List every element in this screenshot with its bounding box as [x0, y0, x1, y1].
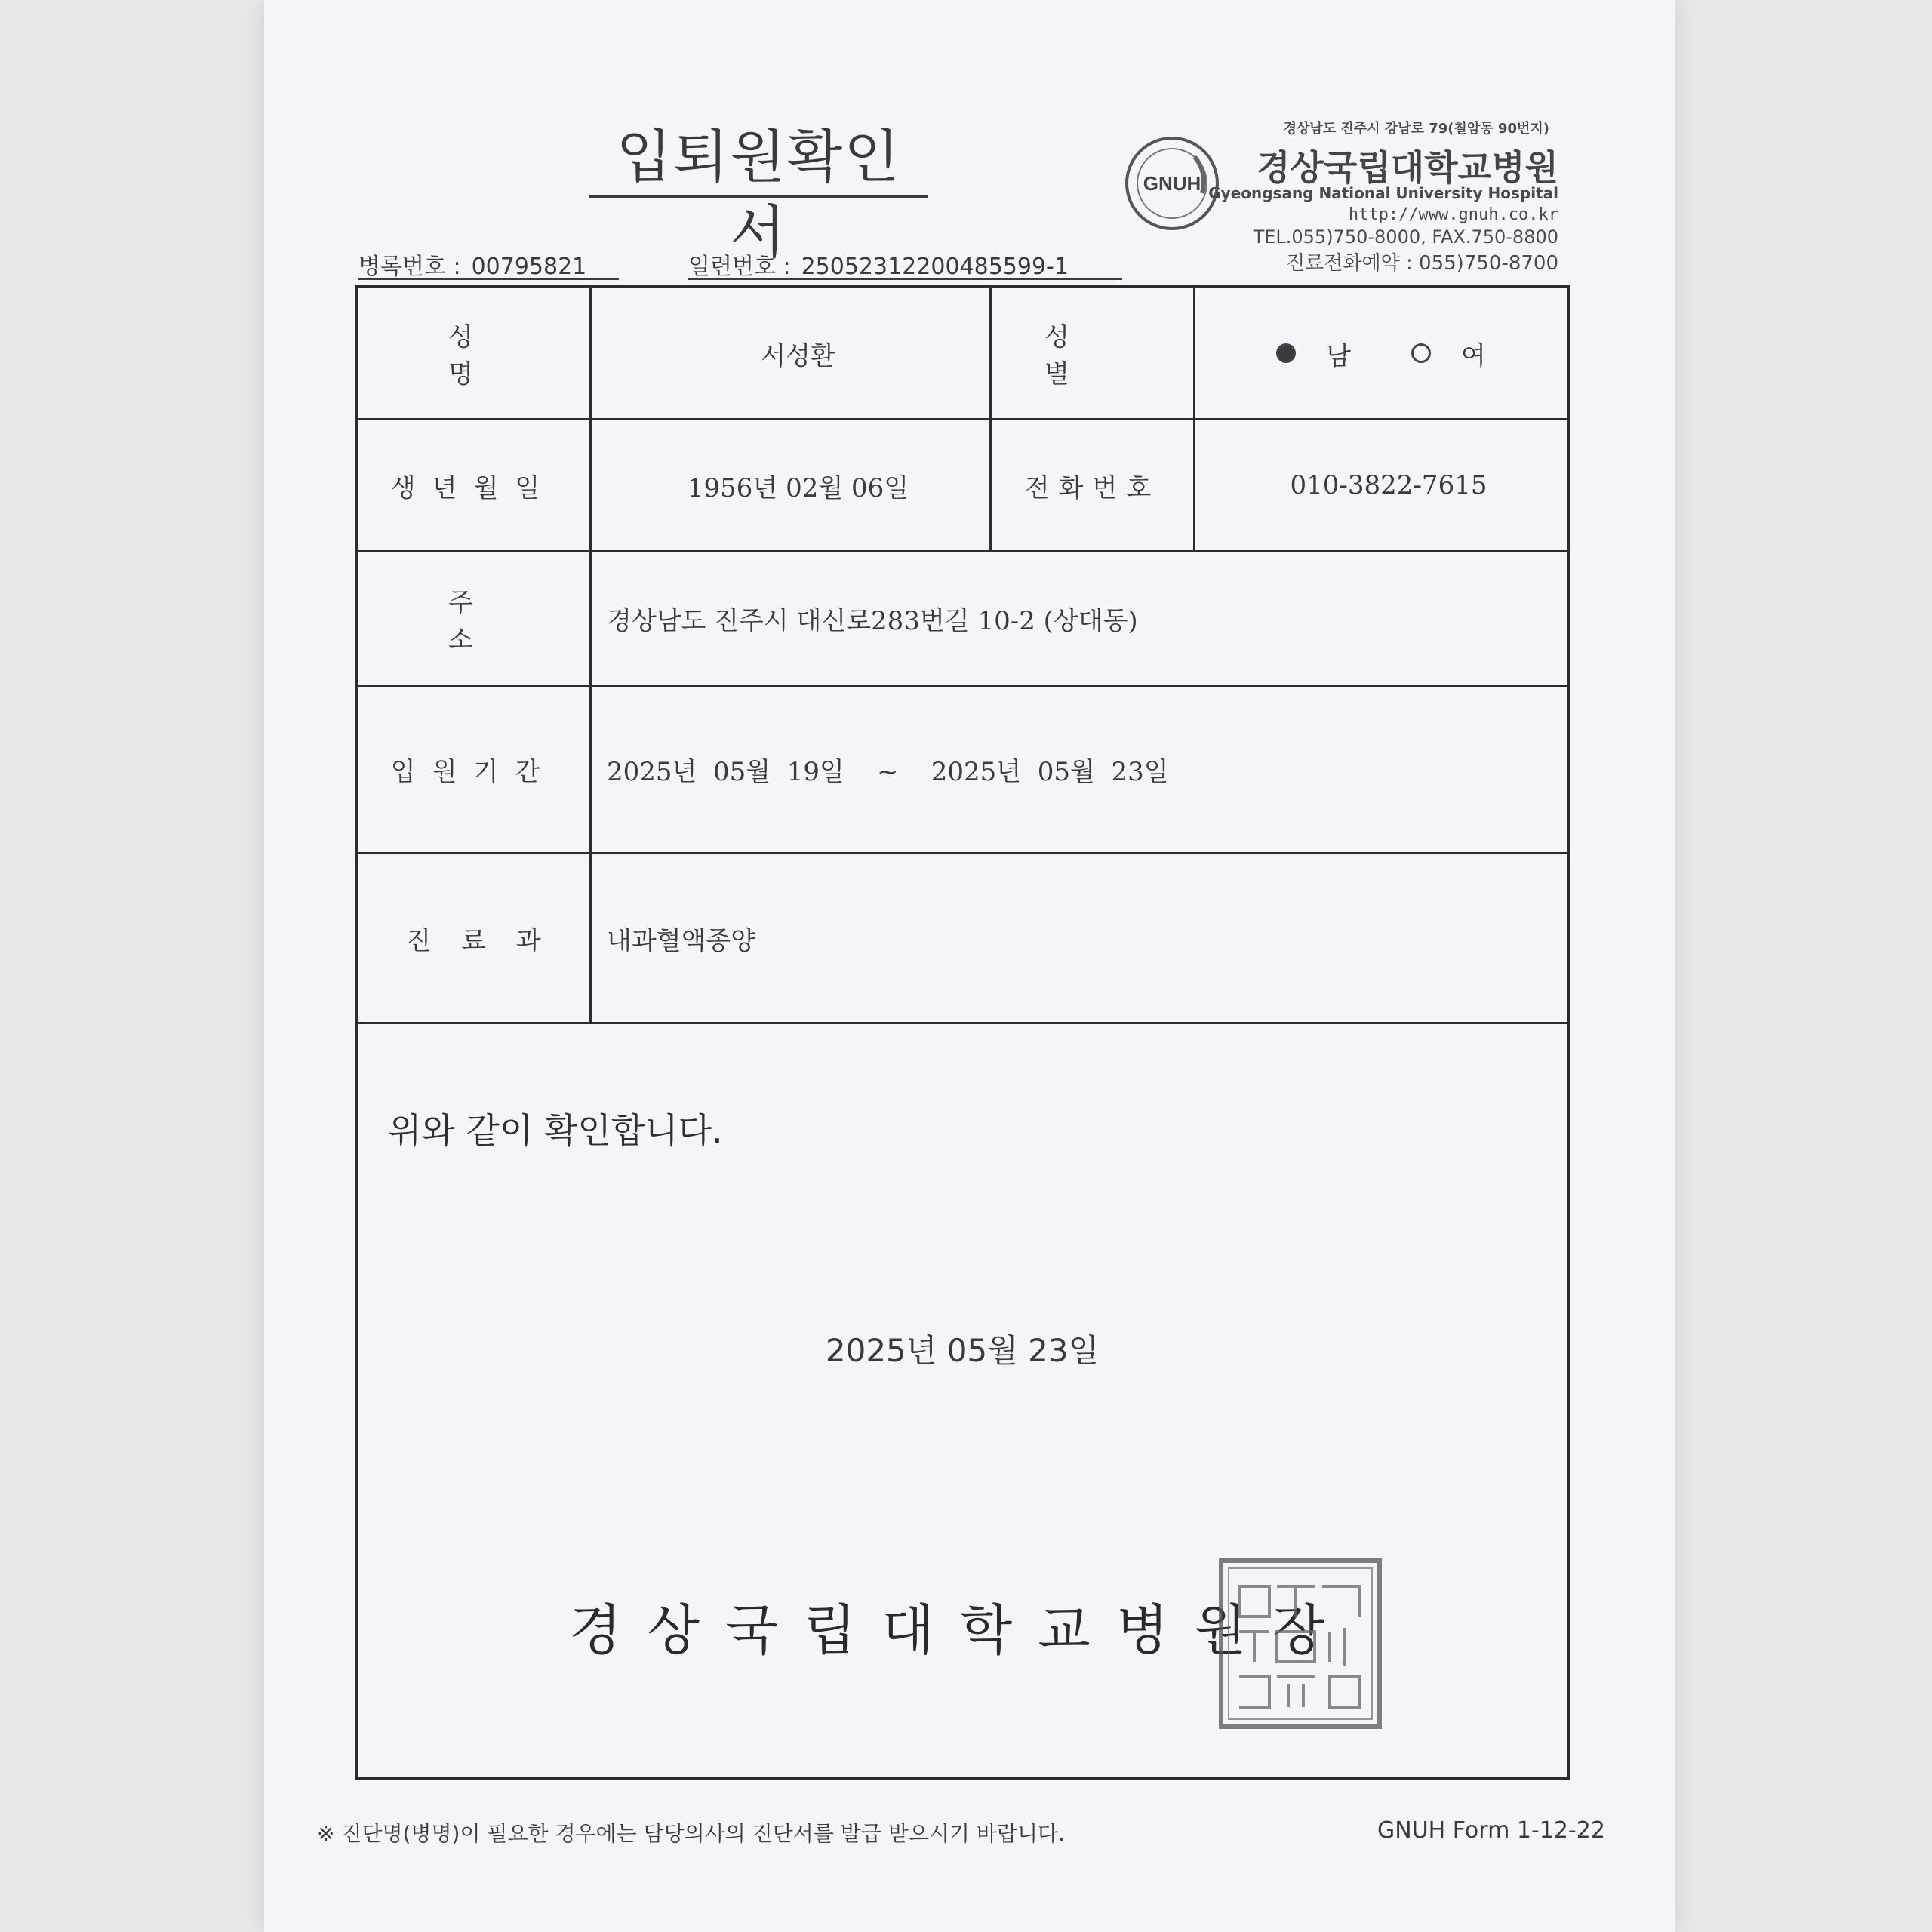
issue-date: 2025년 05월 23일 — [825, 1332, 1100, 1369]
confirmation-statement: 위와 같이 확인합니다. — [388, 1110, 723, 1151]
registration-label: 병록번호 : — [358, 254, 461, 280]
logo-text: GNUH — [1143, 172, 1201, 195]
registration-value: 00795821 — [471, 254, 587, 280]
address-value: 경상남도 진주시 대신로283번길 10-2 (상대동) — [607, 606, 1138, 636]
hospital-reservation: 진료전화예약 : 055)750-8700 — [1286, 252, 1558, 275]
official-seal-stamp — [1217, 1556, 1384, 1731]
document-title: 입퇴원확인서 — [589, 119, 928, 198]
footer-note: ※ 진단명(병명)이 필요한 경우에는 담당의사의 진단서를 발급 받으시기 바랍니다. — [317, 1821, 1065, 1846]
row-name-gender — [358, 288, 1567, 420]
hospital-header — [1121, 113, 1558, 287]
period-value: 2025년 05월 19일 ~ 2025년 05월 23일 — [607, 757, 1169, 787]
hospital-tel-fax: TEL.055)750-8000, FAX.750-8800 — [1253, 226, 1558, 248]
birth-value: 1956년 02월 06일 — [592, 420, 992, 550]
gender-male-option — [1276, 335, 1351, 372]
phone-label: 전화번호 — [992, 420, 1195, 550]
radio-filled-icon — [1276, 343, 1296, 363]
hospital-name-english: Gyeongsang National University Hospital — [1208, 184, 1558, 202]
department-label: 진료과 — [358, 854, 592, 1022]
gender-female-option — [1411, 335, 1486, 372]
registration-number — [358, 248, 619, 280]
row-address — [358, 552, 1567, 687]
row-department — [358, 854, 1567, 1024]
hospital-address: 경상남도 진주시 강남로 79(칠암동 90번지) — [1283, 121, 1549, 137]
name-label: 성 명 — [358, 288, 592, 418]
hospital-website: http://www.gnuh.co.kr — [1348, 205, 1558, 224]
birth-label: 생년월일 — [358, 420, 592, 550]
serial-number — [688, 248, 1122, 280]
phone-value: 010-3822-7615 — [1290, 470, 1487, 500]
department-value: 내과혈액종양 — [607, 925, 756, 956]
period-label: 입원기간 — [358, 687, 592, 852]
gender-female-label: 여 — [1461, 340, 1486, 371]
gender-label: 성 별 — [992, 288, 1195, 418]
gender-male-label: 남 — [1326, 340, 1351, 371]
serial-label: 일련번호 : — [688, 254, 791, 280]
address-label: 주 소 — [358, 552, 592, 685]
gender-options — [1195, 288, 1567, 418]
radio-empty-icon — [1411, 343, 1431, 363]
row-birth-phone — [358, 420, 1567, 552]
form-code: GNUH Form 1-12-22 — [1377, 1817, 1605, 1844]
name-value: 서성환 — [592, 288, 992, 418]
certificate-form — [355, 285, 1570, 1780]
serial-value: 25052312200485599-1 — [801, 254, 1069, 280]
hospital-name-korean: 경상국립대학교병원 — [1257, 147, 1558, 188]
signer-name: 경상국립대학교병원장 — [569, 1598, 1351, 1662]
row-admission-period — [358, 687, 1567, 854]
